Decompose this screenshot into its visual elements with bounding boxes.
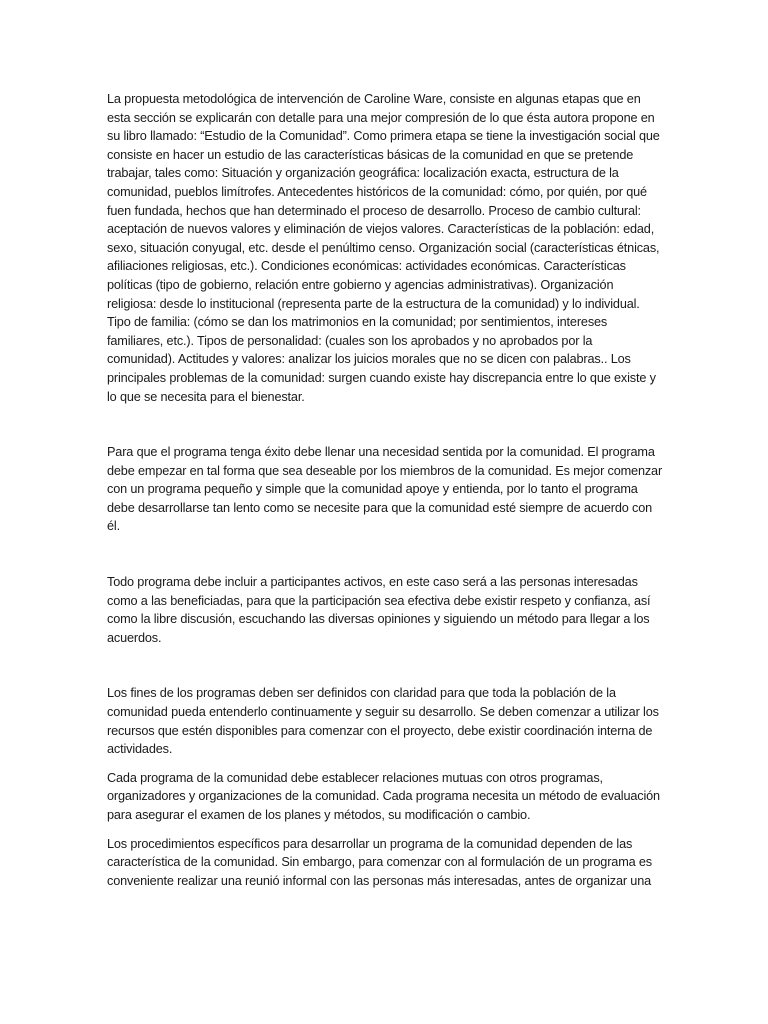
- document-body: [107, 90, 663, 890]
- paragraph-caroline-ware-methodology: La propuesta metodológica de intervención de Caroline Ware, consiste en algunas etapas que en esta sección se explicarán con detalle para una mejor compresión de lo que ésta autora propone en su libro llamado: “Estudio de la Comunidad”. Como primera etapa se tiene la investigación social que consiste en hacer un estudio de las características básicas de la comunidad en que se pretende trabajar, tales como: Situación y organización geográfica: localización exacta, estructura de la comunidad, pueblos limítrofes. Antecedentes históricos de la comunidad: cómo, por quién, por qué fuen fundada, hechos que han determinado el proceso de desarrollo. Proceso de cambio cultural: aceptación de nuevos valores y eliminación de viejos valores. Características de la población: edad, sexo, situación conyugal, etc. desde el penúltimo censo. Organización social (características étnicas, afiliaciones religiosas, etc.). Condiciones económicas: actividades económicas. Características políticas (tipo de gobierno, relación entre gobierno y agencias administrativas). Organización religiosa: desde lo institucional (representa parte de la estructura de la comunidad) y lo individual. Tipo de familia: (cómo se dan los matrimonios en la comunidad; por sentimientos, intereses familiares, etc.). Tipos de personalidad: (cuales son los aprobados y no aprobados por la comunidad). Actitudes y valores: analizar los juicios morales que no se dicen con palabras.. Los principales problemas de la comunidad: surgen cuando existe hay discrepancia entre lo que existe y lo que se necesita para el bienestar.: [107, 92, 660, 404]
- paragraph-program-goals: Los fines de los programas deben ser definidos con claridad para que toda la población de la comunidad pueda entenderlo continuamente y seguir su desarrollo. Se deben comenzar a utilizar los recursos que estén disponibles para comenzar con el proyecto, debe existir coordinación interna de actividades.: [107, 686, 659, 757]
- paragraph-specific-procedures: Los procedimientos específicos para desarrollar un programa de la comunidad dependen de las característica de la comunidad. Sin embargo, para comenzar con al formulación de un programa es conveniente realizar una reunió informal con las personas más interesadas, antes de organizar una: [107, 836, 652, 888]
- paragraph-program-relations: Cada programa de la comunidad debe establecer relaciones mutuas con otros programas, organizadores y organizaciones de la comunidad. Cada programa necesita un método de evaluación para asegurar el examen de los planes y métodos, su modificación o cambio.: [107, 770, 660, 822]
- paragraph-active-participants: Todo programa debe incluir a participantes activos, en este caso será a las personas interesadas como a las beneficiadas, para que la participación sea efectiva debe existir respeto y confianza, así como la libre discusión, escuchando las diversas opiniones y siguiendo un método para llegar a los acuerdos.: [107, 575, 651, 645]
- paragraph-program-success: Para que el programa tenga éxito debe llenar una necesidad sentida por la comunidad. El programa debe empezar en tal forma que sea deseable por los miembros de la comunidad. Es mejor comenzar con un programa pequeño y simple que la comunidad apoye y entienda, por lo tanto el programa debe desarrollarse tan lento como se necesite para que la comunidad esté siempre de acuerdo con él.: [107, 445, 663, 534]
